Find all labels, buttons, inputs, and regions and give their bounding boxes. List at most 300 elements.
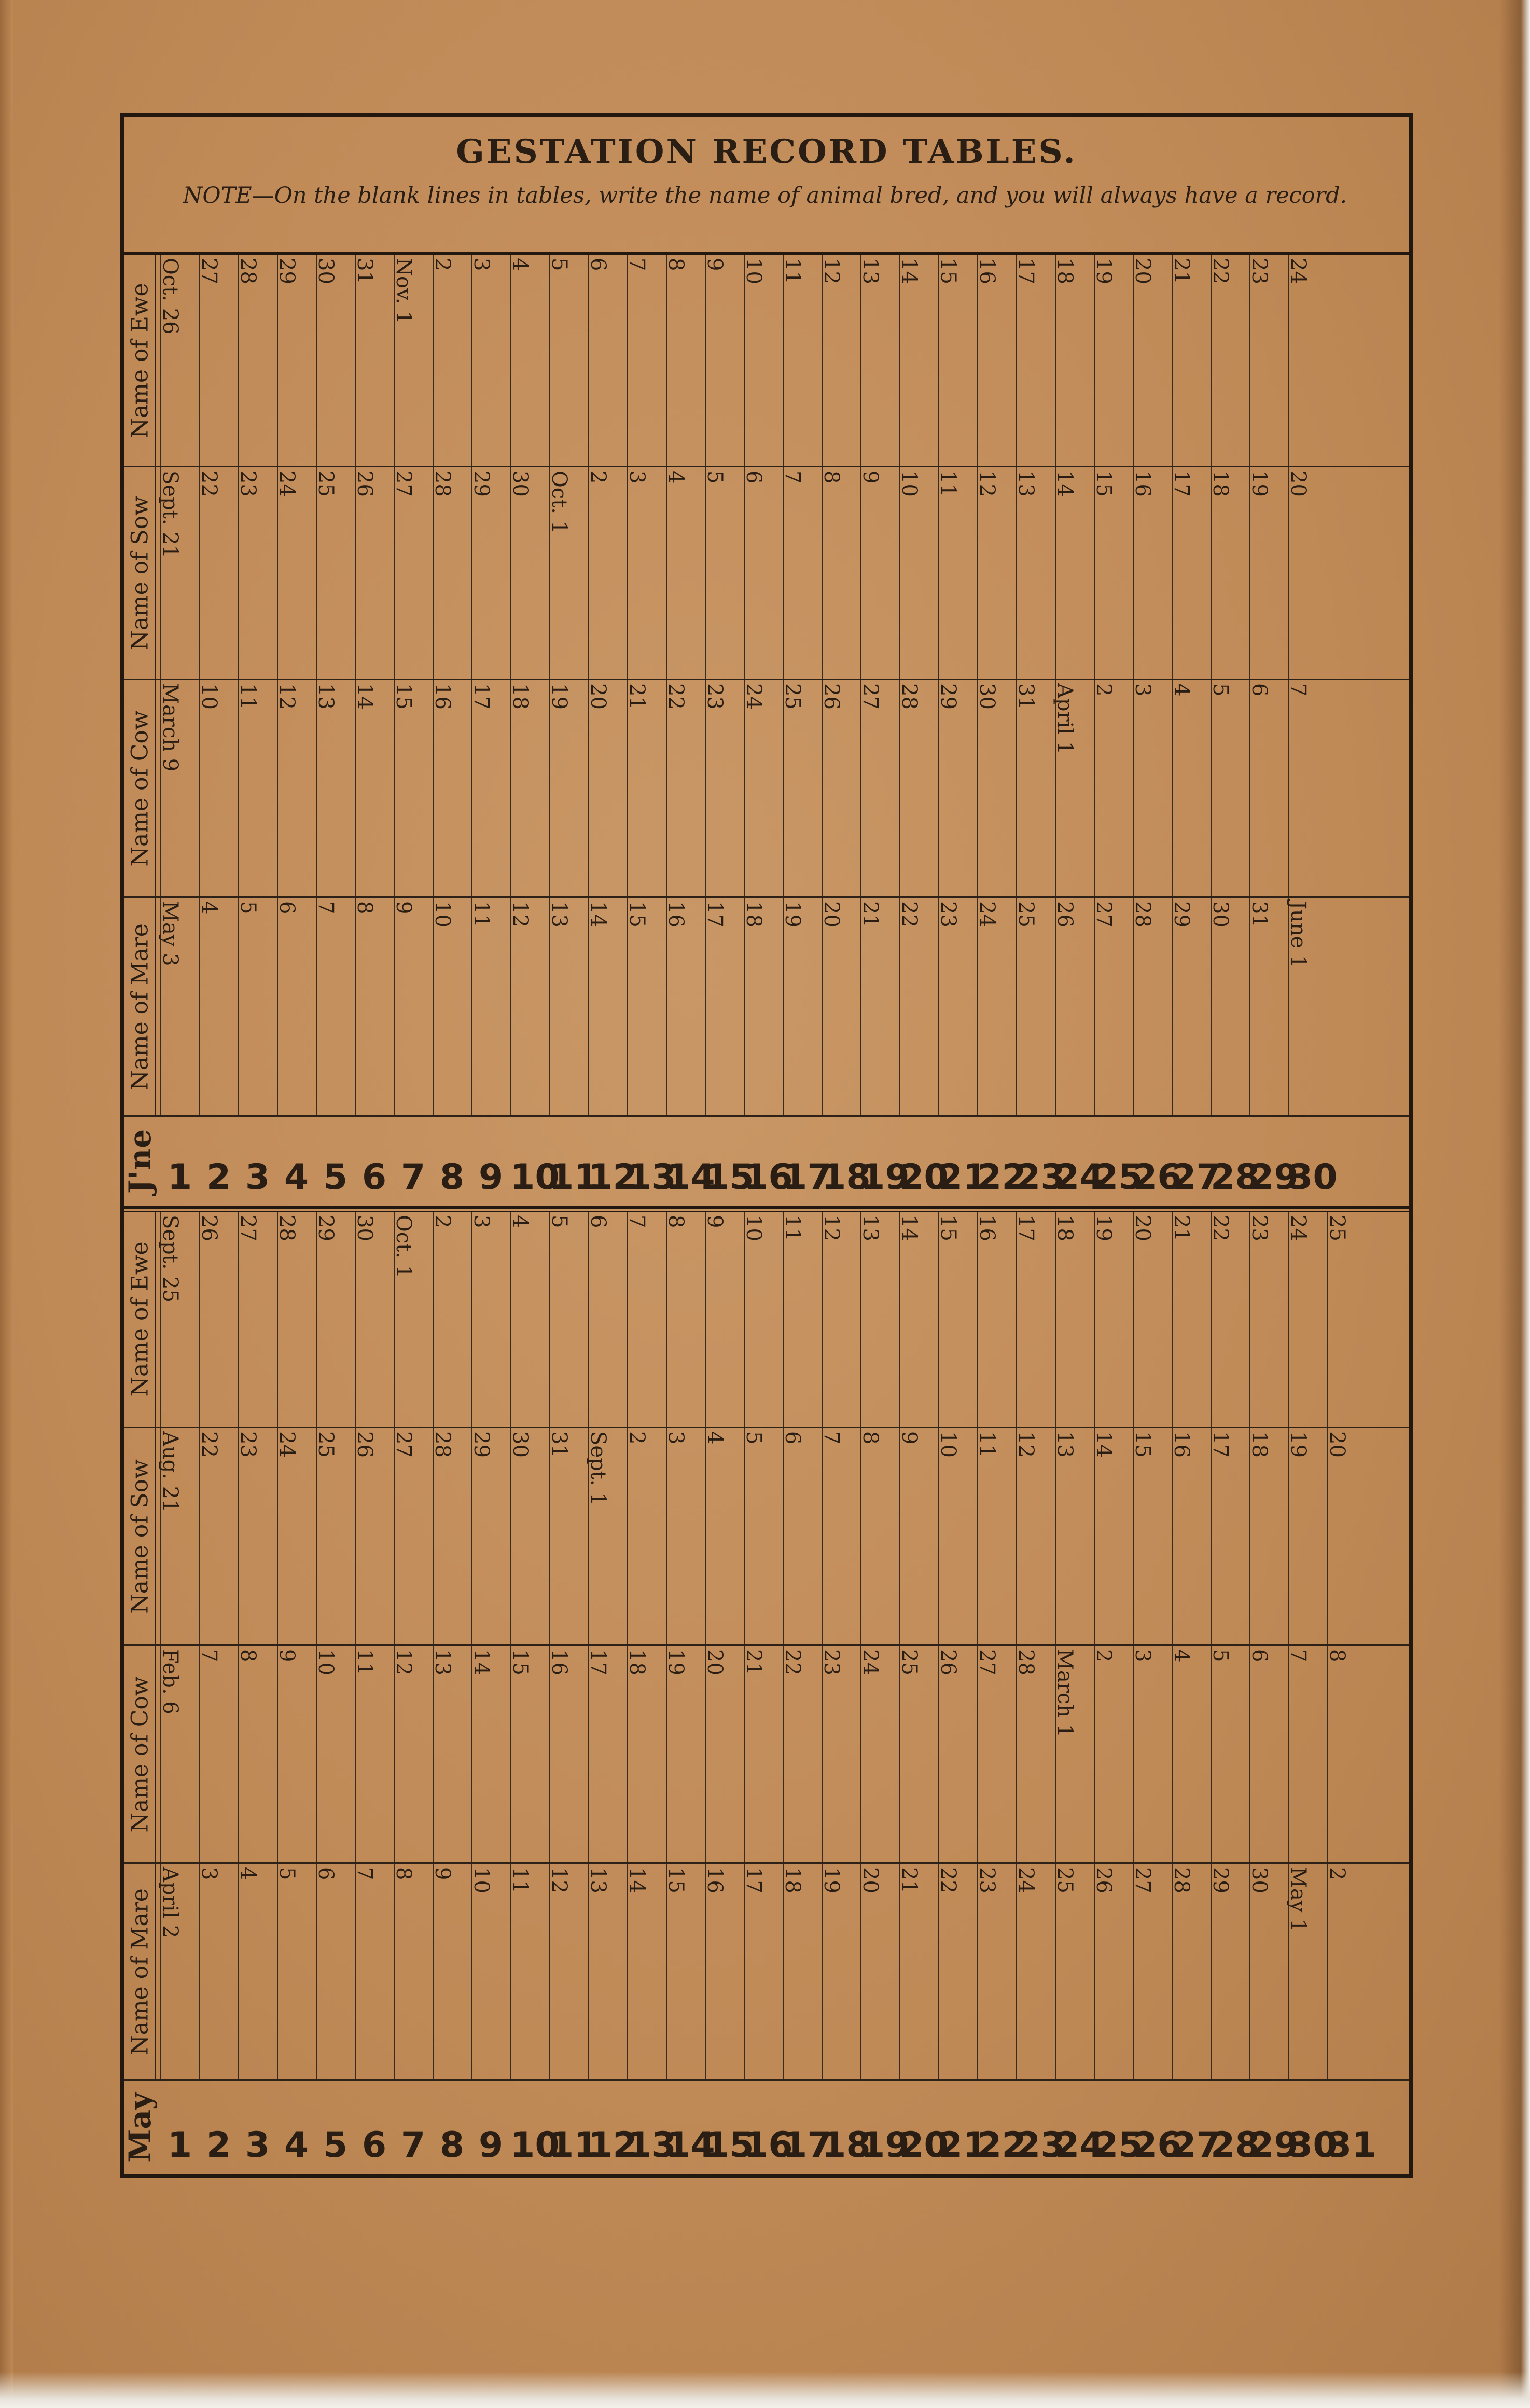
record-column[interactable]	[744, 680, 783, 896]
record-column[interactable]	[1094, 1212, 1133, 1427]
record-column[interactable]	[666, 1864, 705, 2079]
due-date-label: 27	[1092, 901, 1116, 928]
record-column[interactable]	[1172, 1646, 1211, 1862]
record-column[interactable]	[394, 1864, 433, 2079]
gestation-table	[124, 1428, 1409, 1646]
due-date-label: 14	[625, 1867, 649, 1893]
record-column[interactable]	[860, 680, 899, 896]
record-column[interactable]	[744, 467, 783, 679]
day-number-text: 9	[478, 2125, 504, 2166]
record-column[interactable]	[588, 255, 627, 466]
record-column[interactable]	[783, 467, 822, 679]
due-date-label: 30	[353, 1215, 377, 1241]
record-column[interactable]	[471, 467, 510, 679]
record-column[interactable]	[1288, 1428, 1327, 1644]
record-column[interactable]	[1055, 255, 1094, 466]
record-column[interactable]	[238, 1864, 277, 2079]
record-column[interactable]	[277, 467, 316, 679]
record-column[interactable]	[430, 255, 471, 466]
record-column[interactable]	[938, 1864, 977, 2079]
record-column[interactable]	[783, 1864, 822, 2079]
record-column[interactable]	[1133, 1646, 1172, 1862]
record-column[interactable]	[1288, 1864, 1327, 2079]
record-column[interactable]	[977, 1212, 1016, 1427]
record-column[interactable]	[666, 1646, 705, 1862]
record-column[interactable]	[1208, 1428, 1249, 1644]
record-column[interactable]	[510, 898, 549, 1115]
record-column[interactable]	[355, 680, 394, 896]
record-column[interactable]	[1172, 1864, 1211, 2079]
record-column[interactable]	[666, 1428, 705, 1644]
record-column[interactable]	[394, 1646, 433, 1862]
day-number-text: 11	[549, 2125, 599, 2166]
record-column[interactable]	[238, 467, 277, 679]
record-column[interactable]	[1133, 1428, 1172, 1644]
record-column[interactable]	[1288, 680, 1327, 896]
record-column[interactable]	[1249, 1864, 1288, 2079]
record-column[interactable]	[1094, 255, 1133, 466]
record-column[interactable]	[199, 1864, 238, 2079]
record-column[interactable]	[238, 1212, 277, 1427]
record-column[interactable]	[705, 1646, 744, 1862]
june-section	[124, 255, 1409, 1206]
record-column[interactable]	[430, 467, 471, 679]
record-column[interactable]	[1016, 467, 1055, 679]
record-column[interactable]	[430, 898, 471, 1115]
record-column[interactable]	[199, 1428, 238, 1644]
record-column[interactable]	[744, 1212, 783, 1427]
day-number-text: 1	[167, 1157, 192, 1198]
record-column[interactable]	[430, 1864, 471, 2079]
record-column[interactable]	[160, 680, 199, 896]
day-number-text: 18	[822, 1157, 871, 1198]
record-column[interactable]	[1288, 1212, 1327, 1427]
due-date-label: 2	[1092, 683, 1116, 697]
record-column[interactable]	[238, 255, 277, 466]
due-date-label: 2	[625, 1431, 649, 1445]
record-column[interactable]	[549, 1428, 588, 1644]
record-column[interactable]	[1208, 255, 1249, 466]
record-column[interactable]	[819, 680, 860, 896]
record-column[interactable]	[977, 1646, 1016, 1862]
record-column[interactable]	[588, 898, 627, 1115]
record-column[interactable]	[666, 898, 705, 1115]
due-date-label: 18	[1208, 470, 1232, 497]
due-date-label: 28	[430, 470, 454, 497]
record-column[interactable]	[977, 1428, 1016, 1644]
record-column[interactable]	[627, 1428, 666, 1644]
record-column[interactable]	[1133, 1212, 1172, 1427]
record-column[interactable]	[977, 255, 1016, 466]
record-column[interactable]	[238, 1646, 277, 1862]
record-column[interactable]	[277, 1212, 316, 1427]
record-column[interactable]	[899, 1428, 938, 1644]
record-column[interactable]	[1172, 467, 1211, 679]
record-column[interactable]	[277, 680, 316, 896]
record-column[interactable]	[549, 255, 588, 466]
record-column[interactable]	[627, 898, 666, 1115]
due-date-label: Sept. 25	[158, 1215, 182, 1303]
record-column[interactable]	[1055, 1864, 1094, 2079]
table-header	[124, 1864, 156, 2079]
record-column[interactable]	[744, 1646, 783, 1862]
record-column[interactable]	[510, 255, 549, 466]
record-column[interactable]	[1249, 1428, 1288, 1644]
day-number-text: 1	[167, 2125, 192, 2166]
record-column[interactable]	[819, 898, 860, 1115]
record-column[interactable]	[549, 1212, 588, 1427]
record-column[interactable]	[238, 1428, 277, 1644]
day-number-text: 7	[400, 1157, 426, 1198]
record-column[interactable]	[160, 1864, 199, 2079]
record-column[interactable]	[1055, 1212, 1094, 1427]
record-column[interactable]	[1208, 1646, 1249, 1862]
due-date-label: 24	[1286, 1215, 1310, 1241]
record-column[interactable]	[1055, 1428, 1094, 1644]
record-column[interactable]	[316, 1646, 355, 1862]
record-column[interactable]	[1133, 680, 1172, 896]
record-column[interactable]	[160, 1646, 199, 1862]
record-column[interactable]	[627, 1646, 666, 1862]
record-column[interactable]	[666, 1212, 705, 1427]
due-date-label: 6	[781, 1431, 804, 1445]
record-column[interactable]	[1288, 1646, 1327, 1862]
due-date-label: 7	[625, 1215, 649, 1228]
record-column[interactable]	[1016, 1428, 1055, 1644]
record-column[interactable]	[1327, 1212, 1366, 1427]
record-column[interactable]	[588, 1864, 627, 2079]
record-column[interactable]	[1288, 467, 1327, 679]
record-column[interactable]	[394, 680, 433, 896]
record-column[interactable]	[430, 1428, 471, 1644]
record-column[interactable]	[316, 255, 355, 466]
record-column[interactable]	[471, 1646, 510, 1862]
record-column[interactable]	[394, 898, 433, 1115]
record-column[interactable]	[1172, 1212, 1211, 1427]
record-column[interactable]	[588, 1212, 627, 1427]
record-column[interactable]	[1016, 680, 1055, 896]
record-column[interactable]	[666, 255, 705, 466]
record-column[interactable]	[938, 898, 977, 1115]
record-column[interactable]	[1172, 255, 1211, 466]
due-date-label: 4	[508, 258, 532, 271]
record-column[interactable]	[783, 1428, 822, 1644]
due-date-label: 4	[703, 1431, 727, 1445]
record-column[interactable]	[510, 680, 549, 896]
record-column[interactable]	[471, 1864, 510, 2079]
record-column[interactable]	[238, 898, 277, 1115]
record-column[interactable]	[1208, 1864, 1249, 2079]
record-column[interactable]	[199, 255, 238, 466]
record-column[interactable]	[938, 1646, 977, 1862]
record-column[interactable]	[627, 467, 666, 679]
record-column[interactable]	[860, 467, 899, 679]
record-column[interactable]	[394, 467, 433, 679]
record-column[interactable]	[819, 255, 860, 466]
record-column[interactable]	[1327, 1864, 1366, 2079]
record-column[interactable]	[1208, 467, 1249, 679]
record-column[interactable]	[510, 1646, 549, 1862]
record-column[interactable]	[277, 1646, 316, 1862]
record-column[interactable]	[705, 1864, 744, 2079]
record-column[interactable]	[744, 1428, 783, 1644]
page-right-edge	[1499, 0, 1530, 2408]
record-column[interactable]	[1133, 255, 1172, 466]
record-column[interactable]	[471, 680, 510, 896]
record-column[interactable]	[744, 255, 783, 466]
due-date-label: 7	[353, 1867, 377, 1880]
record-column[interactable]	[394, 1428, 433, 1644]
record-column[interactable]	[277, 255, 316, 466]
due-date-label: 29	[469, 470, 493, 497]
record-column[interactable]	[199, 1646, 238, 1862]
record-column[interactable]	[938, 680, 977, 896]
record-column[interactable]	[1249, 680, 1288, 896]
record-column[interactable]	[705, 1428, 744, 1644]
record-column[interactable]	[1055, 1646, 1094, 1862]
record-column[interactable]	[1288, 898, 1327, 1115]
day-number	[510, 2081, 560, 2174]
record-column[interactable]	[1249, 467, 1288, 679]
record-column[interactable]	[819, 1428, 860, 1644]
record-column[interactable]	[783, 680, 822, 896]
record-column[interactable]	[1055, 467, 1094, 679]
record-column[interactable]	[666, 467, 705, 679]
day-number	[238, 2081, 277, 2174]
record-column[interactable]	[1208, 898, 1249, 1115]
record-column[interactable]	[899, 255, 938, 466]
record-column[interactable]	[666, 680, 705, 896]
may-section	[124, 1212, 1409, 2174]
record-column[interactable]	[899, 1646, 938, 1862]
due-date-label: 13	[430, 1649, 454, 1676]
due-date-label: 4	[197, 901, 221, 915]
due-date-label: April 1	[1053, 683, 1077, 755]
record-column[interactable]	[549, 1646, 588, 1862]
record-column[interactable]	[819, 1212, 860, 1427]
record-column[interactable]	[977, 680, 1016, 896]
record-column[interactable]	[510, 467, 549, 679]
record-column[interactable]	[899, 898, 938, 1115]
record-column[interactable]	[471, 1212, 510, 1427]
record-column[interactable]	[160, 1212, 199, 1427]
record-column[interactable]	[1249, 255, 1288, 466]
record-column[interactable]	[1094, 898, 1133, 1115]
due-date-label: 14	[353, 683, 377, 710]
record-column[interactable]	[1016, 898, 1055, 1115]
due-date-label: 7	[1286, 1649, 1310, 1663]
record-column[interactable]	[355, 1646, 394, 1862]
record-column[interactable]	[938, 467, 977, 679]
due-date-label: 20	[819, 901, 843, 928]
day-number-text: 15	[705, 1157, 754, 1198]
record-column[interactable]	[355, 255, 394, 466]
record-column[interactable]	[705, 1212, 744, 1427]
record-column[interactable]	[355, 1212, 394, 1427]
record-column[interactable]	[1016, 1646, 1055, 1862]
record-column[interactable]	[860, 1646, 899, 1862]
day-number	[355, 1117, 394, 1206]
record-column[interactable]	[1327, 1646, 1366, 1862]
due-date-label: 3	[197, 1867, 221, 1880]
record-column[interactable]	[899, 1212, 938, 1427]
record-column[interactable]	[277, 1428, 316, 1644]
record-column[interactable]	[549, 1864, 588, 2079]
record-column[interactable]	[430, 1646, 471, 1862]
record-column[interactable]	[819, 1864, 860, 2079]
record-column[interactable]	[510, 1212, 549, 1427]
record-column[interactable]	[977, 898, 1016, 1115]
record-column[interactable]	[1016, 1212, 1055, 1427]
record-column[interactable]	[899, 467, 938, 679]
record-column[interactable]	[430, 1212, 471, 1427]
record-column[interactable]	[938, 1428, 977, 1644]
due-date-label: 8	[1325, 1649, 1349, 1663]
record-column[interactable]	[819, 467, 860, 679]
record-column[interactable]	[316, 1864, 355, 2079]
record-column[interactable]	[1172, 898, 1211, 1115]
record-column[interactable]	[899, 680, 938, 896]
due-date-label: 29	[469, 1431, 493, 1458]
record-column[interactable]	[938, 255, 977, 466]
record-column[interactable]	[1133, 898, 1172, 1115]
record-column[interactable]	[705, 467, 744, 679]
record-column[interactable]	[705, 680, 744, 896]
record-column[interactable]	[355, 467, 394, 679]
record-column[interactable]	[783, 255, 822, 466]
record-column[interactable]	[160, 1428, 199, 1644]
record-column[interactable]	[588, 1428, 627, 1644]
due-date-label: 8	[858, 1431, 882, 1445]
record-column[interactable]	[1055, 898, 1094, 1115]
record-column[interactable]	[705, 255, 744, 466]
day-number-text: 30	[1288, 1157, 1338, 1198]
record-column[interactable]	[1016, 255, 1055, 466]
record-column[interactable]	[471, 1428, 510, 1644]
record-column[interactable]	[744, 898, 783, 1115]
record-column[interactable]	[549, 467, 588, 679]
record-column[interactable]	[510, 1428, 549, 1644]
record-column[interactable]	[316, 1212, 355, 1427]
day-number-text: 21	[938, 2125, 987, 2166]
record-column[interactable]	[355, 1428, 394, 1644]
record-column[interactable]	[394, 1212, 433, 1427]
record-column[interactable]	[860, 255, 899, 466]
due-date-label: June 1	[1286, 901, 1310, 968]
day-number	[394, 1117, 433, 1206]
due-date-label: 12	[547, 1867, 571, 1893]
record-column[interactable]	[627, 255, 666, 466]
record-column[interactable]	[160, 467, 199, 679]
record-column[interactable]	[430, 680, 471, 896]
record-column[interactable]	[783, 898, 822, 1115]
record-column[interactable]	[1094, 1428, 1133, 1644]
due-date-label: 24	[975, 901, 999, 928]
record-column[interactable]	[277, 898, 316, 1115]
record-column[interactable]	[1094, 467, 1133, 679]
record-column[interactable]	[627, 1212, 666, 1427]
record-column[interactable]	[1249, 898, 1288, 1115]
record-column[interactable]	[938, 1212, 977, 1427]
record-column[interactable]	[860, 1428, 899, 1644]
record-column[interactable]	[588, 680, 627, 896]
record-column[interactable]	[588, 1646, 627, 1862]
due-date-label: 14	[897, 1215, 921, 1241]
record-column[interactable]	[1094, 1646, 1133, 1862]
record-column[interactable]	[471, 255, 510, 466]
record-column[interactable]	[510, 1864, 549, 2079]
record-column[interactable]	[1133, 467, 1172, 679]
record-column[interactable]	[744, 1864, 783, 2079]
record-column[interactable]	[1208, 1212, 1249, 1427]
record-column[interactable]	[277, 1864, 316, 2079]
day-number-text: 6	[361, 2125, 387, 2166]
record-column[interactable]	[355, 1864, 394, 2079]
record-column[interactable]	[199, 1212, 238, 1427]
due-date-label: 25	[897, 1649, 921, 1676]
record-column[interactable]	[1208, 680, 1249, 896]
record-column[interactable]	[1016, 1864, 1055, 2079]
record-column[interactable]	[316, 1428, 355, 1644]
record-column[interactable]	[977, 467, 1016, 679]
record-column[interactable]	[238, 680, 277, 896]
record-column[interactable]	[316, 680, 355, 896]
day-number-text: 22	[977, 1157, 1026, 1198]
due-date-label: 7	[819, 1431, 843, 1445]
record-column[interactable]	[899, 1864, 938, 2079]
record-column[interactable]	[1288, 255, 1327, 466]
record-column[interactable]	[199, 467, 238, 679]
record-column[interactable]	[1249, 1646, 1288, 1862]
record-column[interactable]	[549, 680, 588, 896]
record-column[interactable]	[627, 680, 666, 896]
record-column[interactable]	[860, 1212, 899, 1427]
record-column[interactable]	[199, 898, 238, 1115]
record-column[interactable]	[1094, 1864, 1133, 2079]
record-column[interactable]	[860, 898, 899, 1115]
record-column[interactable]	[394, 255, 433, 466]
record-column[interactable]	[1172, 1428, 1211, 1644]
record-column[interactable]	[160, 898, 199, 1115]
record-column[interactable]	[627, 1864, 666, 2079]
record-column[interactable]	[1249, 1212, 1288, 1427]
day-number-text: 21	[938, 1157, 987, 1198]
due-date-label: 16	[547, 1649, 571, 1676]
record-column[interactable]	[1327, 1428, 1366, 1644]
record-column[interactable]	[1094, 680, 1133, 896]
record-column[interactable]	[316, 467, 355, 679]
record-column[interactable]	[355, 898, 394, 1115]
day-number-text: 25	[1094, 2125, 1143, 2166]
record-column[interactable]	[160, 255, 199, 466]
record-column[interactable]	[705, 898, 744, 1115]
record-column[interactable]	[819, 1646, 860, 1862]
record-column[interactable]	[860, 1864, 899, 2079]
due-date-label: 22	[781, 1649, 804, 1676]
due-date-label: 23	[819, 1649, 843, 1676]
record-column[interactable]	[1055, 680, 1094, 896]
record-column[interactable]	[977, 1864, 1016, 2079]
record-column[interactable]	[1133, 1864, 1172, 2079]
record-column[interactable]	[1172, 680, 1211, 896]
record-column[interactable]	[783, 1646, 822, 1862]
record-column[interactable]	[471, 898, 510, 1115]
record-column[interactable]	[783, 1212, 822, 1427]
record-column[interactable]	[316, 898, 355, 1115]
record-column[interactable]	[588, 467, 627, 679]
record-column[interactable]	[199, 680, 238, 896]
record-column[interactable]	[549, 898, 588, 1115]
